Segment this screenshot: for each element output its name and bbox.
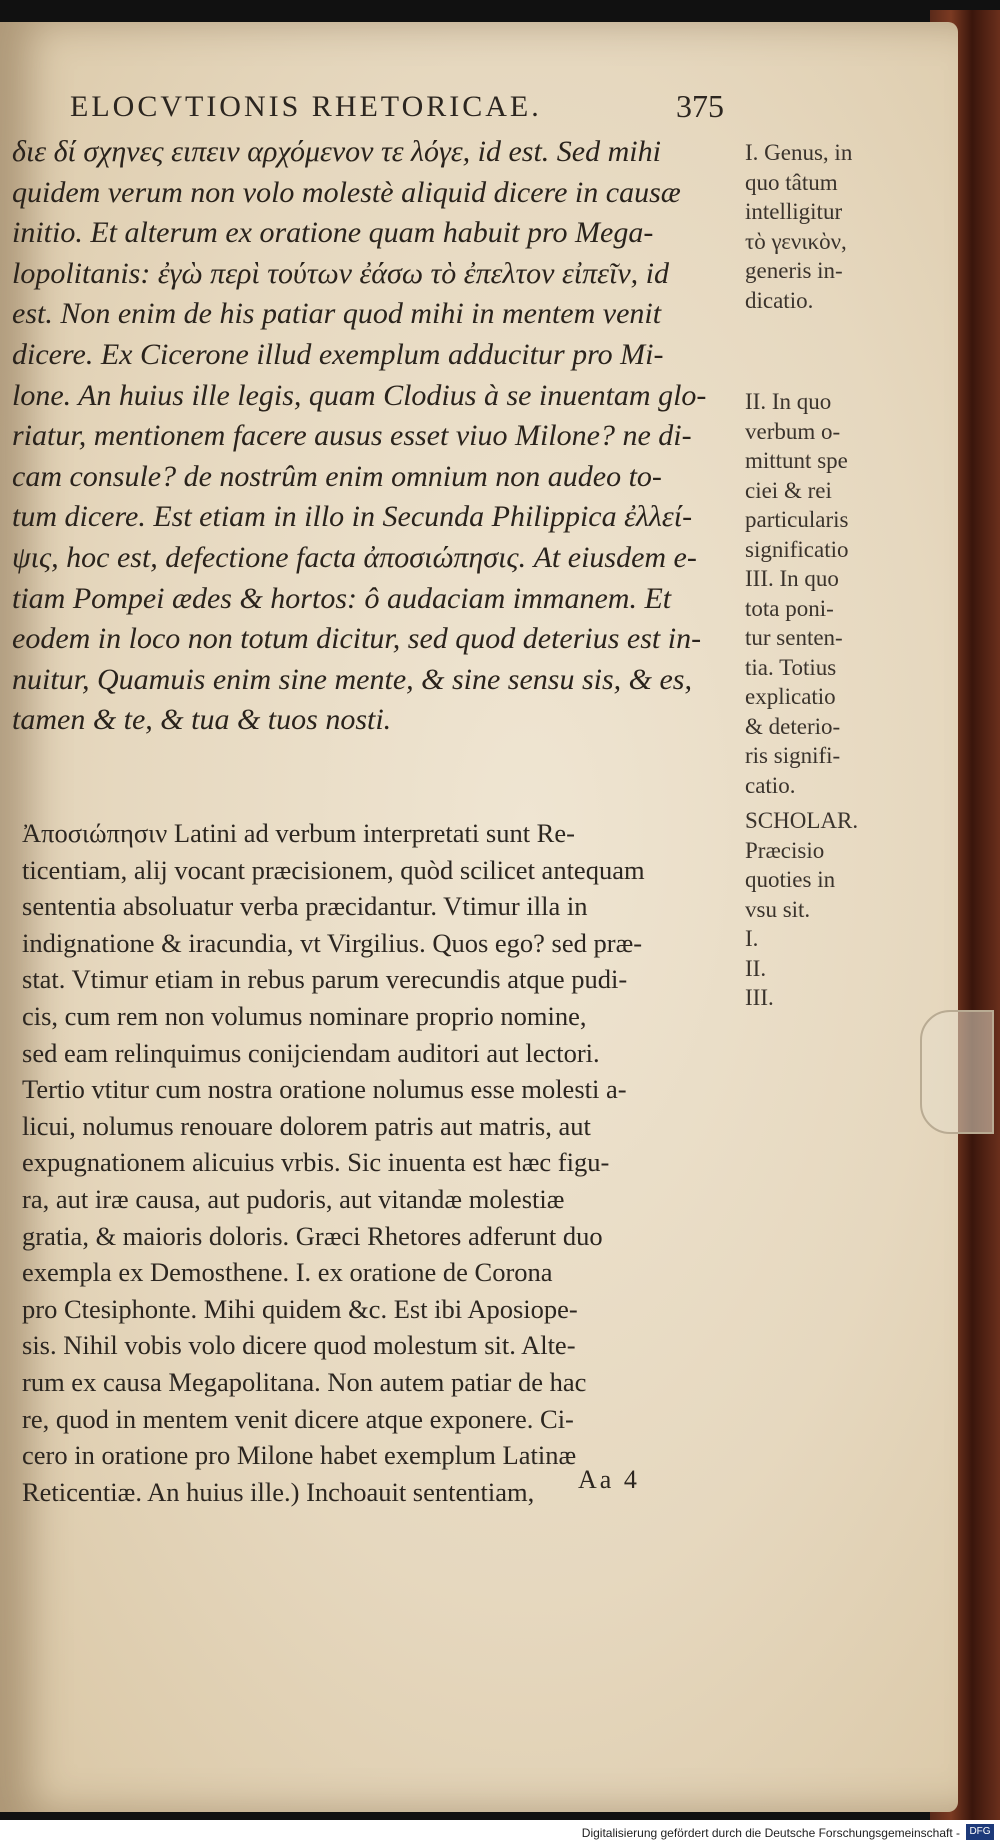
margin-note-line: ciei & rei [745, 477, 832, 503]
margin-note-line: catio. [745, 772, 796, 798]
roman-line: pro Ctesiphonte. Mihi quidem &c. Est ibi Aposiope- [22, 1293, 578, 1324]
italic-line: dicere. Ex Cicerone illud exemplum adducitur pro Mi- [12, 337, 664, 371]
italic-line: cam consule? de nostrûm enim omnium non audeo to- [12, 459, 662, 493]
margin-note-line: particularis [745, 507, 849, 532]
italic-line: quidem verum non volo molestè aliquid dicere in causæ [12, 175, 681, 209]
margin-note-line: verbum o- [745, 418, 841, 444]
roman-line: ra, aut iræ causa, aut pudoris, aut vitandæ molestiæ [22, 1183, 565, 1214]
margin-note-line: dicatio. [745, 287, 814, 313]
roman-line: indignatione & iracundia, vt Virgilius. Quos ego? sed præ- [22, 927, 643, 958]
italic-line: lone. An huius ille legis, quam Clodius à se inuentam glo- [12, 378, 707, 412]
roman-line: exempla ex Demosthene. I. ex oratione de Corona [22, 1257, 553, 1288]
digitization-credit: Digitalisierung gefördert durch die Deutsche Forschungsgemeinschaft - [581, 1826, 960, 1840]
roman-line: Ἀποσιώπησιν Latini ad verbum interpretati sunt Re- [22, 818, 575, 848]
margin-note-line: generis in- [745, 258, 843, 283]
roman-text-block [22, 815, 762, 1510]
roman-line: Reticentiæ. An huius ille.) Inchoauit sententiam, [22, 1476, 535, 1507]
margin-note-line: intelligitur [745, 199, 843, 224]
roman-line: ticentiam, alij vocant præcisionem, quòd scilicet antequam [22, 854, 645, 885]
italic-text-block [12, 132, 740, 741]
italic-line: initio. Et alterum ex oratione quam habuit pro Mega- [12, 216, 654, 250]
running-head: ELOCVTIONIS RHETORICAE. [70, 90, 542, 123]
italic-line: tiam Pompei ædes & hortos: ô audaciam immanem. Et [12, 581, 672, 615]
roman-line: cero in oratione pro Milone habet exemplum Latinæ [22, 1440, 577, 1471]
margin-note-line: vsu sit. [745, 896, 811, 922]
margin-note-line: III. In quo [745, 566, 839, 591]
roman-line: Tertio vtitur cum nostra oratione nolumus esse molesti a- [22, 1074, 627, 1105]
margin-notes [745, 138, 925, 1013]
italic-line: διε δί σχηνες ειπειν αρχόμενον τε λόγε, id est. Sed mihi [12, 135, 661, 168]
roman-line: sis. Nihil vobis volo dicere quod molestum sit. Alte- [22, 1330, 576, 1361]
margin-note-line: I. Genus, in [745, 140, 853, 165]
roman-line: re, quod in mentem venit dicere atque exponere. Ci- [22, 1403, 574, 1434]
italic-line: est. Non enim de his patiar quod mihi in mentem venit [12, 297, 662, 331]
dfg-logo: DFG [966, 1824, 994, 1840]
margin-note-line: ris signifi- [745, 743, 841, 768]
roman-line: licui, nolumus renouare dolorem patris aut matris, aut [22, 1110, 591, 1141]
italic-line: tamen & te, & tua & tuos nosti. [12, 703, 392, 737]
italic-line: eodem in loco non totum dicitur, sed quod deterius est in- [12, 622, 702, 656]
italic-line: ψις, hoc est, defectione facta ἀποσιώπησις. At eiusdem e- [12, 540, 697, 574]
margin-note-line: tota poni- [745, 595, 834, 621]
roman-line: cis, cum rem non volumus nominare proprio nomine, [22, 1000, 587, 1031]
margin-note-line: & deterio- [745, 713, 841, 739]
signature-mark: Aa 4 [578, 1465, 640, 1494]
roman-line: stat. Vtimur etiam in rebus parum verecundis atque pudi- [22, 964, 628, 995]
roman-line: rum ex causa Megapolitana. Non autem patiar de hac [22, 1366, 587, 1397]
margin-note-line: quo tâtum [745, 169, 838, 195]
italic-line: riatur, mentionem facere ausus esset viuo Milone? ne di- [12, 419, 692, 453]
margin-note-line: tur senten- [745, 625, 843, 650]
roman-line: gratia, & maioris doloris. Græci Rhetores adferunt duo [22, 1220, 603, 1251]
margin-note-line: quoties in [745, 867, 836, 892]
roman-line: sed eam relinquimus conijciendam auditori aut lectori. [22, 1037, 600, 1068]
margin-note-line: II. In quo [745, 389, 832, 414]
margin-note-line: mittunt spe [745, 448, 848, 473]
margin-note-line: explicatio [745, 684, 836, 709]
italic-line: tum dicere. Est etiam in illo in Secunda Philippica ἐλλεί- [12, 500, 693, 534]
margin-note-line: tia. Totius [745, 654, 837, 680]
margin-note-line: III. [745, 985, 774, 1010]
margin-note-line: SCHOLAR. [745, 808, 859, 833]
italic-line: nuitur, Quamuis enim sine mente, & sine sensu sis, & es, [12, 662, 692, 696]
margin-note-line: τὸ γενικὸν, [745, 228, 847, 254]
italic-line: lopolitanis: ἐγὼ περὶ τούτων ἐάσω τὸ ἐπελτον εἰπεῖν, id [12, 256, 669, 290]
page-clip [920, 1010, 994, 1134]
margin-note-line: II. [745, 955, 767, 981]
margin-note-line: I. [745, 926, 759, 951]
roman-line: sententia absoluatur verba præcidantur. Vtimur illa in [22, 891, 588, 922]
margin-note-line: significatio [745, 536, 849, 562]
margin-note-line: Præcisio [745, 837, 825, 863]
roman-line: expugnationem alicuius vrbis. Sic inuenta est hæc figu- [22, 1147, 610, 1178]
page-number: 375 [676, 88, 724, 124]
